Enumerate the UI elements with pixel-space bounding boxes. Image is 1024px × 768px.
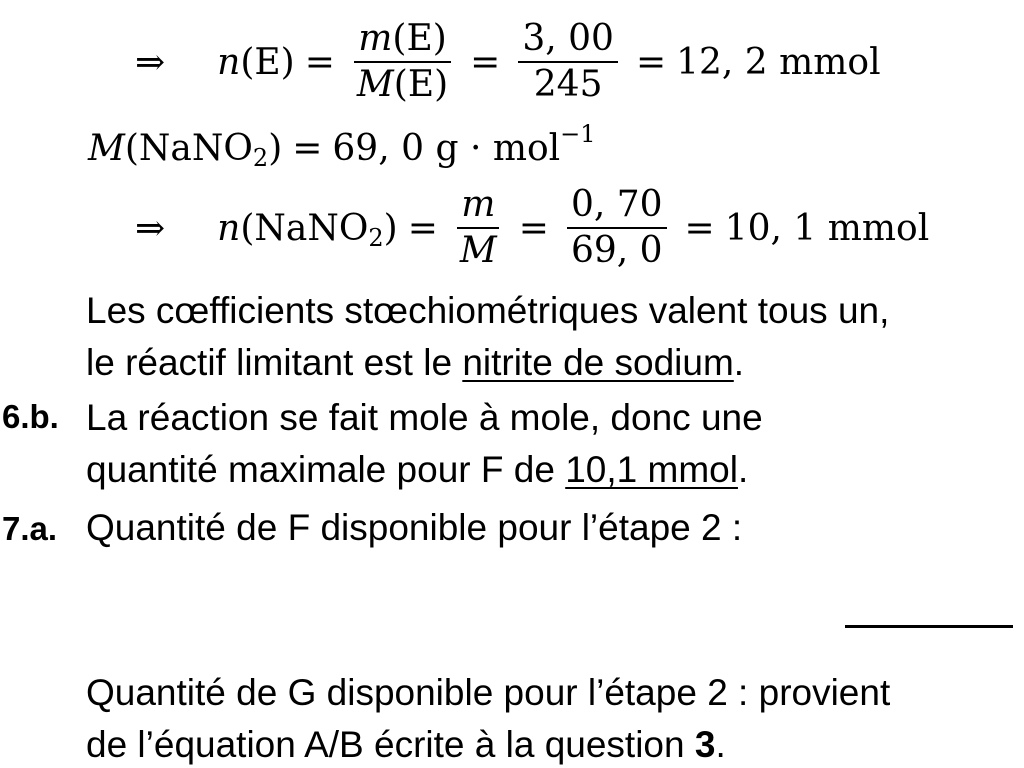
subscript: 2 bbox=[368, 224, 384, 252]
question-label-7a: 7.a. bbox=[2, 510, 58, 547]
result-value: 10, 1 mmol bbox=[724, 207, 930, 249]
fraction-numerator: 0, 70 bbox=[567, 185, 667, 229]
bold-question-number: 3 bbox=[694, 724, 716, 765]
e-argument: (E) bbox=[240, 41, 295, 83]
text-segment: le réactif limitant est le bbox=[86, 342, 463, 383]
underlined-answer: nitrite de sodium bbox=[462, 342, 734, 383]
text-segment: de l’équation A/B écrite à la question bbox=[86, 724, 695, 765]
fraction-denominator: 69, 0 bbox=[570, 230, 663, 271]
equation-n-nano2 bbox=[135, 178, 929, 278]
paragraph-line: Quantité de F disponible pour l’étape 2 : bbox=[86, 507, 743, 548]
paragraph-line bbox=[86, 344, 744, 381]
equation-n-e bbox=[135, 12, 881, 112]
n-variable: n bbox=[217, 41, 241, 83]
numeric-fraction bbox=[567, 185, 667, 270]
implies-arrow: ⇒ bbox=[135, 41, 166, 83]
compound-close: ) bbox=[383, 207, 398, 249]
numeric-fraction bbox=[518, 19, 618, 104]
equals-sign: = bbox=[407, 207, 438, 249]
paragraph-line: La réaction se fait mole à mole, donc une bbox=[86, 397, 763, 438]
m-variable: m bbox=[457, 185, 499, 229]
equals-sign: = bbox=[518, 207, 549, 249]
equals-sign: = bbox=[635, 41, 667, 83]
implies-arrow: ⇒ bbox=[135, 207, 166, 249]
equals-sign: = bbox=[292, 127, 323, 169]
text-segment: . bbox=[737, 449, 749, 490]
text-segment: . bbox=[733, 342, 745, 383]
m-over-M-fraction bbox=[456, 185, 501, 270]
molar-mass-variable: M bbox=[459, 230, 497, 271]
answer-blank-line bbox=[845, 625, 1013, 628]
compound-open: (NaNO bbox=[240, 207, 369, 249]
paragraph-line: Quantité de G disponible pour l’étape 2 : provient bbox=[86, 672, 891, 713]
underlined-answer: 10,1 mmol bbox=[565, 449, 738, 490]
equals-sign: = bbox=[470, 41, 501, 83]
compound-close: ) bbox=[268, 127, 283, 169]
mass-over-molar-mass-fraction bbox=[353, 19, 452, 104]
paragraph-line bbox=[86, 726, 726, 763]
e-argument: (E) bbox=[392, 18, 447, 60]
text-segment: quantité maximale pour F de bbox=[86, 449, 566, 490]
subscript: 2 bbox=[252, 144, 269, 172]
n-variable: n bbox=[217, 207, 241, 249]
text-segment: . bbox=[715, 724, 726, 765]
fraction-numerator: 3, 00 bbox=[518, 19, 618, 63]
m-variable: m bbox=[358, 18, 393, 60]
question-label-6b: 6.b. bbox=[2, 398, 59, 435]
paragraph-line: Les cœfficients stœchiométriques valent tous un, bbox=[86, 290, 890, 331]
superscript: −1 bbox=[560, 120, 596, 148]
e-argument: (E) bbox=[393, 64, 449, 105]
result-value: 12, 2 mmol bbox=[676, 41, 881, 83]
fraction-denominator: 245 bbox=[533, 64, 603, 105]
equals-sign: = bbox=[304, 41, 335, 83]
compound-open: (NaNO bbox=[124, 127, 253, 169]
paragraph-line bbox=[86, 451, 748, 488]
molar-mass-variable: M bbox=[356, 64, 394, 105]
equals-sign: = bbox=[684, 207, 715, 249]
molar-mass-variable: M bbox=[88, 127, 125, 169]
equation-molar-mass-nano2 bbox=[88, 122, 596, 174]
molar-mass-value: 69, 0 g · mol bbox=[332, 127, 561, 169]
